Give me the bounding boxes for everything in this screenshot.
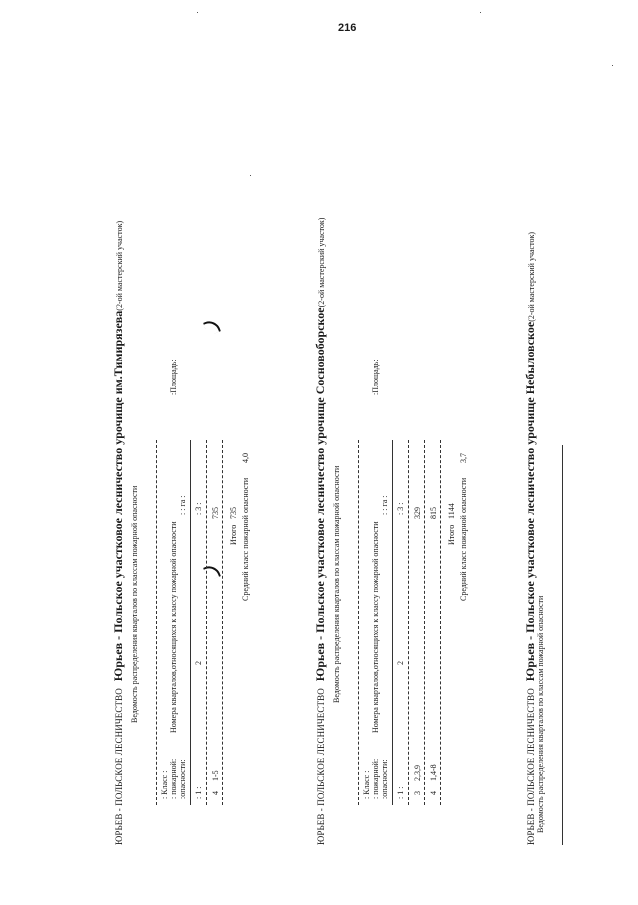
col-class-header: : пожарной:: [371, 758, 380, 799]
index-cell: : 1 :: [194, 786, 203, 799]
row-quarters: 2,3,9: [413, 765, 422, 781]
row-quarters: 1,4-8: [429, 764, 438, 781]
department-name: ЮРЬЕВ - ПОЛЬСКОЕ ЛЕСНИЧЕСТВО: [114, 688, 124, 845]
average-value: 4,0: [241, 453, 250, 463]
forestry-title: Юрьев - Польское участковое лесничество урочище им.Тимирязева: [111, 310, 125, 682]
total-label: Итого: [447, 524, 456, 545]
row-class: 4: [211, 791, 220, 795]
section-note: (2-ой мастерский участок): [115, 220, 124, 311]
section-note: (2-ой мастерский участок): [527, 231, 536, 322]
table-rule: [222, 440, 223, 805]
col-area-unit: : : га :: [380, 495, 389, 515]
department-name: ЮРЬЕВ - ПОЛЬСКОЕ ЛЕСНИЧЕСТВО: [316, 688, 326, 845]
col-class-header: : Класс :: [160, 770, 169, 799]
col-area-header: :Площадь:: [371, 359, 380, 395]
scan-speck: [197, 12, 198, 13]
table-subtitle: Ведомость распределения кварталов по классам пожарной опасности: [332, 465, 341, 703]
page-number: 216: [338, 22, 357, 34]
col-class-header: :опасности:: [178, 759, 187, 799]
row-area: 329: [413, 507, 422, 519]
col-class-header: : Класс :: [362, 770, 371, 799]
index-cell: : 1 :: [396, 786, 405, 799]
ledger-block-1: [110, 165, 290, 845]
row-area: 815: [429, 507, 438, 519]
block-heading: [312, 218, 328, 845]
table-rule: [440, 440, 441, 805]
average-label: Средний класс пожарной опасности: [241, 477, 250, 601]
total-value: 1144: [447, 503, 456, 519]
table-rule: [392, 440, 393, 805]
table-rule: [408, 440, 409, 805]
average-label: Средний класс пожарной опасности: [459, 477, 468, 601]
section-note: (2-ой мастерский участок): [317, 217, 326, 308]
table-rule: [206, 440, 207, 805]
total-value: 735: [229, 507, 238, 519]
table-subtitle: Ведомость распределения кварталов по классам пожарной опасности: [130, 485, 139, 723]
col-class-header: :опасности:: [380, 759, 389, 799]
col-quarters-header: Номера кварталов,относящихся к классу пожарной опасности: [371, 521, 380, 733]
table-rule: [190, 440, 191, 805]
scan-speck: [612, 65, 613, 66]
row-class: 3: [413, 791, 422, 795]
block-heading: [110, 221, 126, 845]
department-name: ЮРЬЕВ - ПОЛЬСКОЕ ЛЕСНИЧЕСТВО: [526, 688, 536, 845]
table-rule-top: [562, 445, 563, 845]
ledger-block-3: [522, 165, 638, 845]
index-cell: : 3 :: [194, 502, 203, 515]
index-cell: 2: [194, 661, 203, 665]
col-area-header: :Площадь:: [169, 359, 178, 395]
forestry-title: Юрьев - Польское участковое лесничество урочище Сосновоборское: [313, 307, 327, 682]
row-area: 735: [211, 507, 220, 519]
index-cell: : 3 :: [396, 502, 405, 515]
forestry-title: Юрьев - Польское участковое лесничество урочище Небыловское: [523, 321, 537, 682]
table-subtitle: Ведомость распределения кварталов по классам пожарной опасности: [536, 595, 545, 833]
table-rule-top: [156, 440, 157, 805]
scan-speck: [480, 12, 481, 13]
row-quarters: 1-5: [211, 770, 220, 781]
col-quarters-header: Номера кварталов,относящихся к классу пожарной опасности: [169, 521, 178, 733]
ledger-block-2: [312, 165, 492, 845]
total-label: Итого: [229, 524, 238, 545]
average-value: 3,7: [459, 453, 468, 463]
col-class-header: : пожарной:: [169, 758, 178, 799]
index-cell: 2: [396, 661, 405, 665]
row-class: 4: [429, 791, 438, 795]
table-rule: [424, 440, 425, 805]
table-rule-top: [358, 440, 359, 805]
col-area-unit: : : га :: [178, 495, 187, 515]
